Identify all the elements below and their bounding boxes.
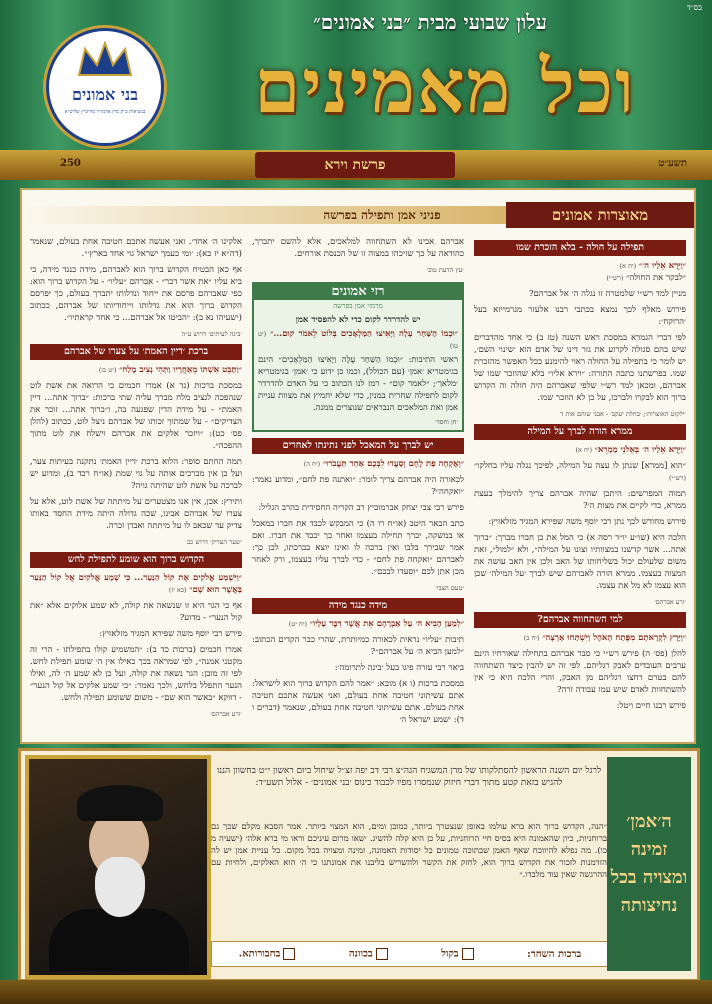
paragraph: אמרו חכמים (ברכות כד ב): ״המשמיע קולו בתפילתו - הרי זה מקטני אמנה״, לפי שמראה בכך כאילו אין ה׳ שומע תפילת לחש. לפי זה מובן: הגר נשאה את קולה, ועל כן לא שמע ה׳ לה, ואילו הנער התפלל בלחש, ולכך נאמר: ״כי שמע אלקים אל קול הנער״ - דווקא ״באשר הוא שם״ - משום ששומע תפילה ולחש. — [30, 645, 242, 703]
photo-hat — [77, 785, 163, 821]
paragraph: ״וַיֵּרָא אֵלָיו ה׳״ (יח א) ״לבקר את החולה״ (רש״י) — [606, 261, 686, 283]
logo-text: בני אמונים — [72, 85, 138, 104]
source-note: ׳עץ הדעת טוב׳ — [426, 266, 464, 274]
paragraph: ביאר רבי עזרה פיגו בעל ׳בינה לתרומה׳: — [334, 663, 464, 673]
paragraph: אברהם אבינו לא השתחווה למלאכים, אלא להשם יתברך, כהודאה על כך שזיכהו במצוה זו של הכנסת אורחים. — [252, 237, 464, 259]
header — [0, 0, 712, 180]
paragraph: ״וַיָּרָץ לִקְרָאתָם מִפֶּתַח הָאֹהֶל וַיִּשְׁתַּחוּ אָרְצָה״ (יח ב) — [523, 633, 686, 643]
paragraph: ״וַיִּשְׁמַע אֱלֹקִים אֶת קוֹל הַנַּעַר... כִּי שָׁמַע אֱלֹקִים אֶל קוֹל הַנַּעַר בַּאֲשֶׁר הוּא שָׁם״ (כא יז) — [30, 573, 242, 595]
paragraph: תיבות ״עליו״ נראית לכאורה כמיותרת, שהרי כבר הקדים הכתוב: ״למען הביא ה׳ על אברהם״? — [252, 635, 464, 657]
paragraph: תמה החתם סופר: הלוא ברכת ׳דיין האמת׳ נתקנה בעיתות צער, ועל כן אין מברכים אותה על גוי שמת (או״ח רכד ב), ומדוע יש לברכה על אשת לוט שהיתה גויה? — [30, 457, 242, 491]
blessing-bar — [211, 941, 609, 967]
article-heading: ממרא הורה לברך על המילה — [474, 424, 686, 440]
raz-body: ראשי התיבות: ״וּכְמוֹ הַשַּׁחַר עָלָה וַיָּאִיצוּ הַמַּלְאָכִים״ הינם בגימטריא ׳אמן׳ (עם הכולל), וכמו כן ידוע כי ׳אמן׳ בגימטריא ׳מלאך׳; ״לאמר קום״ - רמז לנו הכתוב כי על האדם להדרדר לקום לתפילה שחרית במנין, כדי שלא יחמיץ את מצוות עניית אמן ואת המלאכים הנבראים שנוצרים ממנה. — [258, 355, 458, 413]
crown-icon — [75, 41, 135, 81]
column-right — [474, 236, 686, 732]
paragraph: להלן (פס׳ ה) פירש רש״י כי סבר אברהם בתחילה שאורחיו הינם ערבים העובדים לאבק רגליהם. לפי זה יש להבין כיצד השתחווה להם בטרם רחצו רגליהם מן האבק, והרי הלכה היא כי אין להשתחוות לאדם שיש עמו עבודה זרה? — [474, 649, 686, 695]
article-heading: ברכת ׳דיין האמת׳ על צערו של אברהם — [30, 344, 242, 360]
checkbox-icon — [376, 948, 388, 960]
paragraph: ״וַתַּבֵּט אִשְׁתּוֹ מֵאַחֲרָיו וַתְּהִי נְצִיב מֶלַח״ (יט כו) — [98, 365, 242, 375]
paragraph: מניין למד רש״י שלמטרה זו נגלה ה׳ אל אברהם? — [528, 289, 686, 299]
paragraph: אלקינו ה׳ אחד׳. ואני אעשה אתכם חטיבה אחת בעולם, שנאמר (דה״א יז כא): ׳ומי כעמך ישראל גוי אחד בארץ׳״. — [30, 237, 242, 259]
article-heading: מידה כנגד מידה — [252, 598, 464, 614]
vertical-slogan: ה׳אמן׳ זמינה ומצויה בכל נחיצותה — [607, 757, 691, 971]
footer-body: ״הנה, הקדוש ברוך הוא ברא עולמו באופן שנצטרך ביותר, כמובן ומים, הוא המצוי ביותר. אמר הסבא מקלם שכך גם ברוחניות, כיון שהאמונה היא בסיס חיי הרוחניות, על כן היא קלה להשיג. ׳שאו מרום עיניכם וראו מי ברא אלה׳ (ישעיה מ כו). מה נפלא להיווכח שאף האמן שבתוכה טמונים כל יסודות האמונה, זמינה ומצויה בכל מקום. כל עניית אמן יש לה הזדמנות לזכור את הקדוש ברוך הוא, לחזק את הקשר ולהשריש בליבנו את אמונתנו כי ה׳ הוא האלקים, ולחיות עם ההרגשה שאין עוד מלבדו.״ — [211, 822, 607, 880]
paragraph: ״וַיֵּרָא אֵלָיו ה׳ בְּאֵלֹנֵי מַמְרֵא״ (יח א) — [575, 445, 686, 455]
checkbox-icon — [283, 948, 295, 960]
raz-subtitle: מרמזי אמן בפרשה — [333, 302, 383, 310]
year-label: תשע״ט — [658, 158, 687, 169]
source-note: ׳זרע אברהם׳ — [210, 710, 242, 718]
raz-box — [252, 282, 464, 432]
blessing-label: ברכות השחר: — [527, 948, 582, 960]
paragraph: אף כאן הבטיח הקדוש ברוך הוא לאברהם, מידה כנגד מידה, כי ביא עליו ״את אשר דבר״ - אברהם ״עליו״ - על הקדוש ברוך הוא: כפי שאברהם פרסם את ייחוד ונדלותו יתברך בעולם, כך יפרסם הקדוש ברוך הוא את גדלותו וייחודיותו של אברהם, ככתוב (ישעיהו נא ב): ״הביטו אל אברהם... כי אחד קראתיו״. — [30, 265, 242, 323]
paragraph: ״וְאֶקְחָה פַת לֶחֶם וְסַעֲדוּ לִבְּכֶם אַחַר תַּעֲבֹרוּ״ (יח ה) — [303, 459, 464, 469]
paragraph: כתב הבאר היטב (או״ח רו ה) כי המבקש לכבד את חברו במאכל או במשקה, יברך תחילה בעצמו ואחר כך יכבד את חברו. ואם אמר שבירך בלבו ואין ברכה לו ואינו יוצא בברכתו, לכן כך: לאברהם ״ואקחה פת לחם״ - כדי לברך עליו בעצמו, ורק לאחר מכן אתן לכם ״וסעדו לבכם״. — [252, 519, 464, 577]
paragraph: אף כי הגר היא זו שנשאה את קולה, לא שמע אלוקים אלא ״את קול הנער״ - מדוע? — [30, 601, 242, 623]
photo-beard — [95, 857, 145, 917]
source-note: ׳ילקוט האוצרות׳; ׳בחלת יעקב׳ - אבני שוהם אות ד — [560, 410, 686, 418]
paragraph: ״לְמַעַן הָבִיא ה׳ עַל אַבְרָהָם אֵת אֲשֶׁר דִּבֶּר עָלָיו״ (יח יט) — [288, 619, 464, 629]
column-middle — [252, 236, 464, 732]
paragraph: לפי דברי הגמרא במסכת ראש השנה (טז ב) כי אחד מהדברים שיש בהם סגולה לקרוע את גזר דינו של אדם הוא ׳שינוי השם׳, יש לומר כי בתפילה על החולה ראוי להימנע ככל האפשר מהזכרת שמו. בפרשתנו כתבה התורה: ״וירא אליו״ בלא שהוזכר שמו של אברהם, ומכאן למד רש״י שלפי שאברהם היה חולה וה הקדוש ברוך הוא לבקרו ולברכו, על כן לא הוזכר שמו. — [474, 333, 686, 403]
paragraph: פירש רבנו חיים ויטל: — [616, 701, 686, 711]
footer-panel — [18, 748, 700, 982]
paragraph: הלכה היא (שו״ע יו״ד רסה א) כי המל את בן חברו מברך: ״ברוך אתה... אשר קדשנו במצוותיו וצונו על המילה״, ולא ״למול״, זאת משום שלעולם יכול בשליחותו של האב ולכן אין האב עושה את המצוה בעצמו. ממרא הורה לאברהם שיש לברך ׳על המילה׳ שכן הוא עצמו לא מל את עצמו. — [474, 533, 686, 591]
blessing-item: בחבורותא. — [239, 948, 296, 960]
source-note: ׳בינה לעיתים׳ דרוש ע״ה — [181, 330, 242, 338]
paragraph: ״הוא [ממרא] שנתן לו עצה על המילה, לפיכך נגלה עליו בחלקו״ (רש״י) — [474, 461, 686, 482]
corner-label: בס״ד — [686, 3, 702, 12]
section-tab: מאוצרות אמונים — [506, 202, 694, 228]
raz-verse: ״וּכְמוֹ הַשַּׁחַר עָלָה וַיָּאִיצוּ הַמַּלְאָכִים בְּלוֹט לֵאמֹר קוּם...״ (יט טו) — [258, 329, 458, 350]
page-subtitle: עלון שבועי מבית ״בני אמונים״ — [313, 10, 547, 34]
logo-sub: בנשיאות כ״ק מרן אדמו״ר מוויזניץ שליט״א — [64, 109, 146, 115]
source-note: ׳שער הצדיק׳ דרוש כב — [186, 538, 242, 546]
paragraph: פירש רבי צבי יצחק אברמוביץ רב הקריה החסידית בהרב הגליל: — [258, 503, 464, 513]
article-heading: יש לברך על המאכל לפני נתינתו לאחרים — [252, 438, 464, 454]
issue-number: 250 — [60, 158, 81, 169]
paragraph: לכאורה היה אברהם צריך לומר: ״ואתנה פת לחם״, ומדוע נאמר: ״ואקחה״? — [252, 475, 464, 497]
column-left — [30, 236, 242, 732]
main-content — [20, 188, 696, 744]
article-heading: למי השתחווה אברהם? — [474, 612, 686, 628]
raz-title: רזי אמונים — [254, 284, 462, 300]
raz-credit: ׳חן וחסד׳ — [435, 418, 458, 426]
paragraph: במסכת ברכות (נד א) אמרו חכמים כי הרואה את אשת לוט שנהפכה לנציב מלח מברך עליה שתי ברכות: ״ברוך אתה... דיין האמת״ - על מידת הדין שפגעה בה, ו״ברוך אתה... זוכר את הצדיקים״ - על שמתוך זכותו של אברהם ניצל לוט, ככתוב (להלן פס׳ כט): ״ויזכר אלקים את אברהם וישלח את לוט מתוך ההפכה״. — [30, 381, 242, 451]
article-heading: תפילה על חולה - בלא הזכרת שמו — [474, 240, 686, 256]
source-note: ׳טעם הצבי׳ — [435, 584, 464, 592]
logo — [46, 28, 164, 146]
parasha-label: פרשת וירא — [255, 152, 455, 178]
blessing-item: בכוונה — [349, 948, 388, 960]
page-title: וכל מאמינים — [254, 44, 636, 130]
raz-lead: יש להדרדר לקום כדי לא להפסיד אמן — [295, 315, 421, 325]
source-note: ׳זרע אברהם׳ — [654, 598, 686, 606]
blessing-item: בקול — [441, 948, 473, 960]
paragraph: פירוש מאלף לכך נמצא בכתבי רבנו אלעזר מגרמייזא בעל ׳הרוקח׳: — [474, 305, 686, 327]
paragraph: פירוש מחודש לכך נתן רבי יוסף משה שפירא המגיד מזלאזיץ: — [488, 517, 686, 527]
photo-body — [49, 909, 189, 971]
bottom-strip — [0, 980, 712, 1004]
rabbi-photo — [25, 755, 211, 979]
paragraph: תמוה המפרשים: היתכן שהיה אברהם צריך להימלך בעצת ממרא, כדי לקיים את מצות ה׳? — [474, 489, 686, 511]
paragraph: במסכת ברכות (ו א) מובא: ״אמר להם הקדוש ברוך הוא לישראל: אתם עשיתוני חטיבה אחת בעולם, ואני אעשה אתכם חטיבה אחת בעולם. אתם עשיתוני חטיבה אחת בעולם, שנאמר (דברים ו ד): ׳שמע ישראל ה׳ — [252, 679, 464, 725]
checkbox-icon — [462, 948, 474, 960]
article-heading: הקדוש ברוך הוא שומע לתפילת לחש — [30, 552, 242, 568]
footer-heading: לרגל יום השנה הראשון להסתלקותו של מרן המשגיח הגה״צ רבי דב יפה זצ״ל שיחול ביום ראשון י״ט בחשוון הננו להגיש בזאת קטע מתוך דברי חיזוק שנמסרו מפיו לכבוד כינוס ׳בני אמונים׳ - אלול תשע״ד: — [216, 766, 602, 788]
paragraph: ותירץ: אכן, אין אנו מצטערים על מיתתה של אשת לוט, אלא על צערו של אברהם אבינו, שכה גדולה היתה מידת החסד באותו צדיק עד שכאב לו על מיתתה ואבדן זכרה. — [30, 497, 242, 531]
section-subtitle: פניני אמן ותפילה בפרשה — [323, 208, 441, 222]
paragraph: פירש רבי יוסף משה שפירא המגיד מזלאזיץ: — [99, 629, 242, 639]
